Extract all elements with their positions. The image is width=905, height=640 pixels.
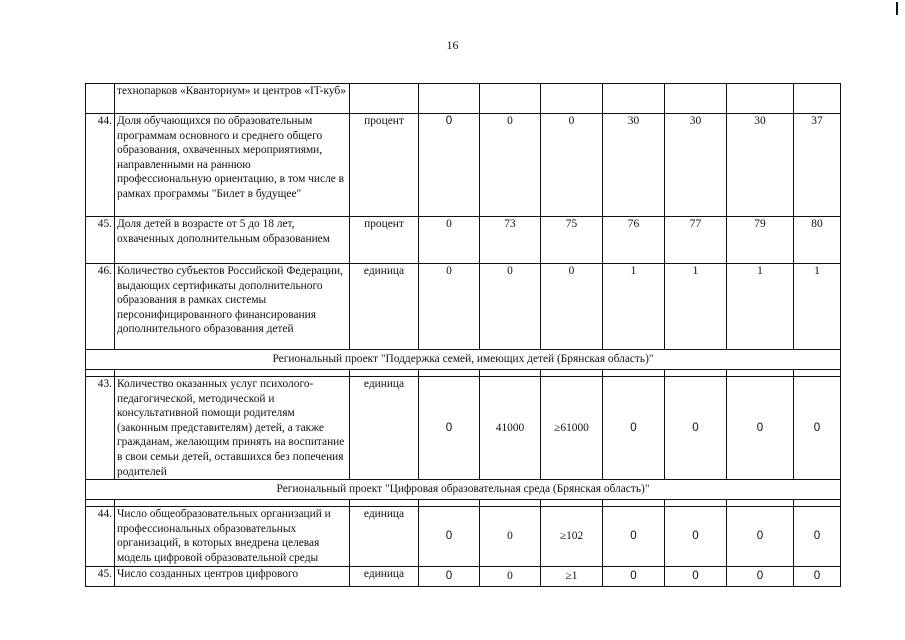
value-cell: ≥102: [541, 507, 603, 566]
value-cell: 0: [419, 114, 480, 217]
indicator-name: Количество субъектов Российской Федерации, выдающих сертификаты дополнительного образования в рамках системы персонифицированного финансирования дополнительного образования детей: [115, 264, 350, 350]
row-number: 44.: [86, 114, 115, 217]
unit: процент: [350, 217, 419, 264]
row-number: 43.: [86, 377, 115, 480]
row-number: 45.: [86, 217, 115, 264]
section-header-row: [86, 480, 841, 500]
value-cell: 37: [794, 114, 841, 217]
value-cell: 0: [727, 377, 794, 480]
unit: единица: [350, 507, 419, 566]
table-row: [86, 114, 841, 217]
value-cell: [665, 84, 727, 114]
unit: единица: [350, 377, 419, 480]
value-cell: 0: [480, 507, 541, 566]
value-cell: 77: [665, 217, 727, 264]
table-row: [86, 84, 841, 114]
value-cell: 0: [794, 377, 841, 480]
value-cell: 0: [541, 114, 603, 217]
value-cell: [794, 84, 841, 114]
value-cell: 0: [541, 264, 603, 350]
value-cell: [541, 84, 603, 114]
value-cell: 41000: [480, 377, 541, 480]
value-cell: [419, 84, 480, 114]
value-cell: ≥61000: [541, 377, 603, 480]
value-cell: 75: [541, 217, 603, 264]
unit: [350, 84, 419, 114]
table-row: [86, 566, 841, 586]
row-number: 44.: [86, 507, 115, 566]
row-number: 45.: [86, 566, 115, 586]
value-cell: 30: [665, 114, 727, 217]
section-title: Региональный проект "Цифровая образовательная среда (Брянская область)": [86, 480, 841, 500]
row-number: [86, 84, 115, 114]
value-cell: 0: [419, 217, 480, 264]
value-cell: 79: [727, 217, 794, 264]
edge-mark: [896, 2, 898, 15]
value-cell: [603, 84, 665, 114]
value-cell: 0: [480, 114, 541, 217]
value-cell: 0: [794, 566, 841, 586]
indicator-name: Число созданных центров цифрового: [115, 566, 350, 586]
unit: единица: [350, 264, 419, 350]
table-row: [86, 507, 841, 566]
indicator-name: технопарков «Кванториум» и центров «IT-куб»: [115, 84, 350, 114]
indicator-name: Количество оказанных услуг психолого-педагогической, методической и консультативной помощи родителям (законным представителям) детей, а также гражданам, желающим принять на воспитание в свои семьи детей, оставшихся без попечения родителей: [115, 377, 350, 480]
value-cell: 0: [665, 566, 727, 586]
value-cell: 0: [603, 377, 665, 480]
spacer-row: [86, 370, 841, 377]
table-row: [86, 217, 841, 264]
value-cell: 0: [794, 507, 841, 566]
value-cell: 0: [480, 566, 541, 586]
value-cell: 0: [665, 507, 727, 566]
value-cell: 0: [419, 377, 480, 480]
value-cell: 0: [727, 566, 794, 586]
value-cell: 76: [603, 217, 665, 264]
value-cell: [480, 84, 541, 114]
value-cell: 0: [419, 264, 480, 350]
value-cell: 0: [419, 507, 480, 566]
value-cell: 0: [603, 566, 665, 586]
value-cell: 80: [794, 217, 841, 264]
indicator-name: Доля обучающихся по образовательным программам основного и среднего общего образования, охваченных мероприятиями, направленными на раннюю профессиональную ориентацию, в том числе в рамках программы "Билет в будущее": [115, 114, 350, 217]
section-title: Региональный проект "Поддержка семей, имеющих детей (Брянская область)": [86, 350, 841, 370]
value-cell: 0: [603, 507, 665, 566]
value-cell: ≥1: [541, 566, 603, 586]
value-cell: 0: [480, 264, 541, 350]
value-cell: 1: [665, 264, 727, 350]
indicators-table: [85, 83, 841, 587]
value-cell: [727, 84, 794, 114]
value-cell: 73: [480, 217, 541, 264]
row-number: 46.: [86, 264, 115, 350]
value-cell: 1: [794, 264, 841, 350]
value-cell: 1: [727, 264, 794, 350]
value-cell: 30: [603, 114, 665, 217]
table-row: [86, 377, 841, 480]
unit: единица: [350, 566, 419, 586]
page-number: 16: [446, 38, 459, 52]
value-cell: 30: [727, 114, 794, 217]
section-header-row: [86, 350, 841, 370]
value-cell: 1: [603, 264, 665, 350]
indicator-name: Доля детей в возрасте от 5 до 18 лет, охваченных дополнительным образованием: [115, 217, 350, 264]
unit: процент: [350, 114, 419, 217]
value-cell: 0: [665, 377, 727, 480]
spacer-row: [86, 500, 841, 507]
table-row: [86, 264, 841, 350]
value-cell: 0: [419, 566, 480, 586]
value-cell: 0: [727, 507, 794, 566]
indicator-name: Число общеобразовательных организаций и профессиональных образовательных организаций, в которых внедрена целевая модель цифровой образовательной среды: [115, 507, 350, 566]
